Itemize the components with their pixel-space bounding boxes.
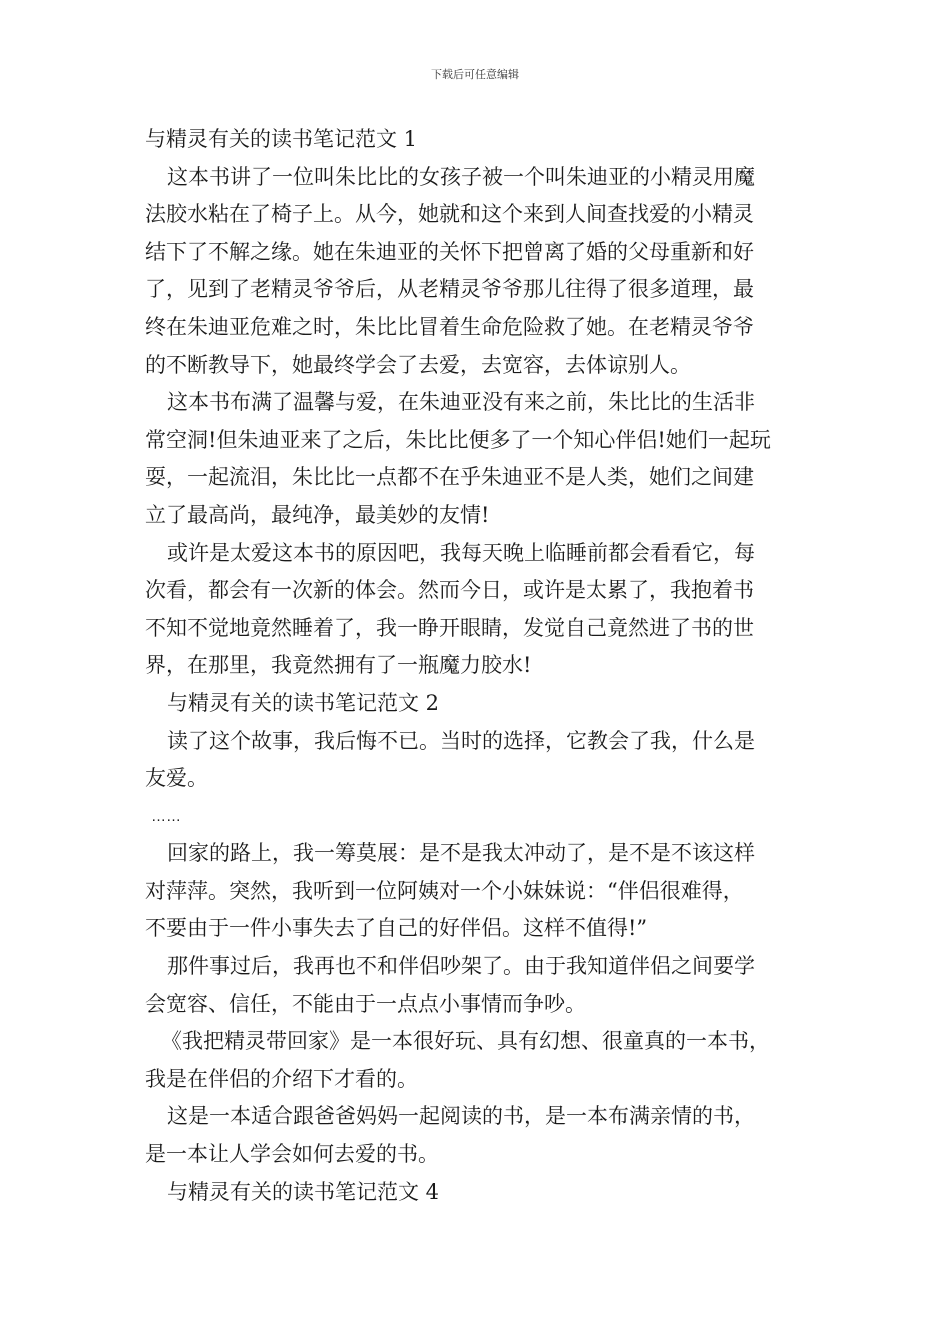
paragraph-line: 这本书讲了一位叫朱比比的女孩子被一个叫朱迪亚的小精灵用魔 — [167, 164, 755, 189]
page-header: 下载后可任意编辑 — [431, 68, 519, 81]
paragraph-line: 是一本让人学会如何去爱的书。 — [145, 1142, 439, 1167]
paragraph-line: 次看，都会有一次新的体会。然而今日，或许是太累了，我抱着书 — [145, 578, 754, 603]
paragraph-line: 结下了不解之缘。她在朱迪亚的关怀下把曾离了婚的父母重新和好 — [145, 239, 754, 264]
paragraph-line: 友爱。 — [145, 766, 208, 791]
paragraph-line: 不要由于一件小事失去了自己的好伴侣。这样不值得!” — [145, 916, 648, 941]
paragraph-line: 回家的路上，我一筹莫展：是不是我太冲动了，是不是不该这样 — [167, 841, 755, 866]
section-title: 与精灵有关的读书笔记范文 1 — [145, 127, 418, 151]
paragraph-line: 《我把精灵带回家》是一本很好玩、具有幻想、很童真的一本书， — [161, 1029, 770, 1054]
ellipsis-line: …… — [151, 807, 181, 825]
paragraph-line: 会宽容、信任，不能由于一点点小事情而争吵。 — [145, 991, 586, 1016]
paragraph-line: 不知不觉地竟然睡着了，我一睁开眼睛，发觉自己竟然进了书的世 — [145, 615, 754, 640]
paragraph-line: 或许是太爱这本书的原因吧，我每天晚上临睡前都会看看它，每 — [167, 540, 755, 565]
section-title: 与精灵有关的读书笔记范文 4 — [167, 1179, 440, 1204]
paragraph-line: 耍，一起流泪，朱比比一点都不在乎朱迪亚不是人类，她们之间建 — [145, 465, 754, 490]
paragraph-line: 法胶水粘在了椅子上。从今，她就和这个来到人间查找爱的小精灵 — [145, 202, 754, 227]
paragraph-line: 立了最高尚，最纯净，最美妙的友情! — [145, 502, 490, 527]
paragraph-line: 那件事过后，我再也不和伴侣吵架了。由于我知道伴侣之间要学 — [167, 954, 755, 979]
document-body — [145, 121, 815, 1211]
paragraph-line: 我是在伴侣的介绍下才看的。 — [145, 1066, 418, 1091]
paragraph-line: 读了这个故事，我后悔不已。当时的选择，它教会了我，什么是 — [167, 728, 755, 753]
paragraph-line: 界，在那里，我竟然拥有了一瓶魔力胶水! — [145, 653, 532, 678]
paragraph-line: 了，见到了老精灵爷爷后，从老精灵爷爷那儿往得了很多道理，最 — [145, 277, 754, 302]
paragraph-line: 常空洞!但朱迪亚来了之后，朱比比便多了一个知心伴侣!她们一起玩 — [145, 427, 771, 452]
paragraph-line: 的不断教导下，她最终学会了去爱，去宽容，去体谅别人。 — [145, 352, 691, 377]
paragraph-line: 这本书布满了温馨与爱，在朱迪亚没有来之前，朱比比的生活非 — [167, 390, 755, 415]
section-title: 与精灵有关的读书笔记范文 2 — [167, 690, 440, 715]
paragraph-line: 终在朱迪亚危难之时，朱比比冒着生命危险救了她。在老精灵爷爷 — [145, 314, 754, 339]
paragraph-line: 这是一本适合跟爸爸妈妈一起阅读的书，是一本布满亲情的书， — [167, 1104, 755, 1129]
paragraph-line: 对萍萍。突然，我听到一位阿姨对一个小妹妹说：“伴侣很难得， — [145, 878, 744, 903]
